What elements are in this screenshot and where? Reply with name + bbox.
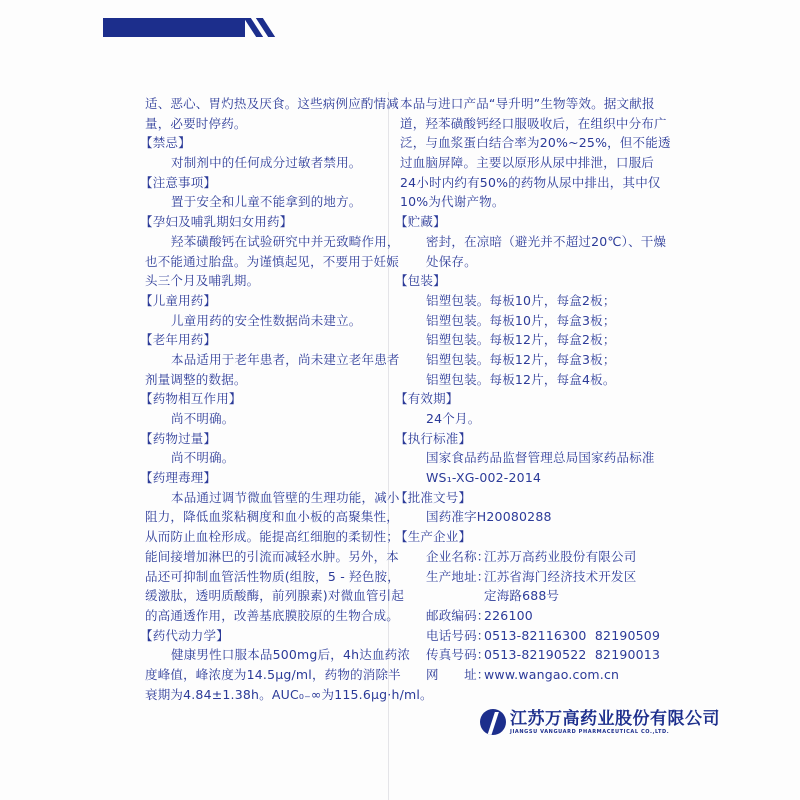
text-line: 24小时内约有50%的药物从尿中排出，其中仅 (400, 174, 661, 190)
section-heading: 【孕妇及哺乳期妇女用药】 (140, 214, 293, 230)
right-column (395, 94, 671, 685)
manufacturer-label: 传真号码： (426, 647, 490, 663)
text-line: 儿童用药的安全性数据尚未建立。 (171, 312, 362, 328)
text-line: 本品与进口产品“导升明”生物等效。据文献报 (400, 96, 655, 111)
text-line: 泛，与血浆蛋白结合率为20%~25%，但不能透 (400, 135, 671, 151)
text-line: 10%为代谢产物。 (400, 194, 505, 210)
text-line: 剂量调整的数据。 (145, 371, 247, 387)
logo-name-cn: 江苏万高药业股份有限公司 (510, 708, 720, 729)
text-line: 量，必要时停药。 (145, 115, 247, 131)
manufacturer-info (400, 547, 660, 685)
text-line: 羟苯磺酸钙在试验研究中并无致畸作用， (171, 233, 400, 249)
text-line: 尚不明确。 (171, 411, 235, 426)
manufacturer-row (400, 586, 660, 606)
text-line: 国家食品药品监督管理总局国家药品标准 (426, 450, 655, 466)
text-line: 铝塑包装。每板10片，每盒2板； (426, 292, 616, 308)
text-line: 处保存。 (426, 253, 477, 269)
section-heading: 【执行标准】 (395, 430, 472, 446)
manufacturer-value: 0513-82116300 82190509 (484, 627, 661, 643)
manufacturer-row (400, 547, 660, 567)
manufacturer-row (400, 567, 660, 587)
header-banner-bar (103, 18, 245, 37)
text-line: 也不能通过胎盘。为谨慎起见，不要用于妊娠 (145, 253, 400, 269)
section-heading: 【贮藏】 (395, 214, 446, 230)
text-line: 密封，在凉暗（避光并不超过20℃）、干燥 (426, 233, 667, 249)
text-line: 头三个月及哺乳期。 (145, 273, 260, 289)
text-line: 能间接增加淋巴的引流而减轻水肿。另外，本 (145, 548, 400, 564)
section-heading: 【药代动力学】 (140, 627, 229, 643)
section-heading: 【包装】 (395, 273, 446, 289)
text-line: 缓激肽，透明质酸酶，前列腺素)对微血管引起 (145, 588, 405, 604)
manufacturer-value: 定海路688号 (484, 588, 560, 604)
manufacturer-row (400, 665, 660, 685)
section-heading: 【有效期】 (395, 391, 459, 407)
section-heading: 【药理毒理】 (140, 470, 217, 486)
section-heading: 【药物相互作用】 (140, 391, 242, 407)
manufacturer-row (400, 645, 660, 665)
section-heading: 【儿童用药】 (140, 292, 217, 308)
section-heading: 【注意事项】 (140, 174, 217, 190)
text-line: 过血脑屏障。主要以原形从尿中排泄，口服后 (400, 155, 655, 171)
text-line: 铝塑包装。每板12片，每盒2板； (426, 332, 616, 348)
text-line: WS₁-XG-002-2014 (426, 470, 542, 486)
text-line: 铝塑包装。每板12片，每盒3板； (426, 351, 616, 367)
manufacturer-value: 江苏省海门经济技术开发区 (484, 568, 637, 584)
manufacturer-label: 企业名称： (426, 548, 490, 564)
manufacturer-value: 226100 (484, 607, 533, 623)
text-line: 度峰值，峰浓度为14.5μg/ml，药物的消除半 (145, 666, 401, 682)
manufacturer-label: 电话号码： (426, 627, 490, 643)
section-heading: 【药物过量】 (140, 430, 217, 446)
text-line: 对制剂中的任何成分过敏者禁用。 (171, 155, 362, 171)
text-line: 从而防止血栓形成。能提高红细胞的柔韧性； (145, 529, 400, 545)
text-line: 本品通过调节微血管壁的生理功能，减小 (171, 489, 400, 505)
section-heading: 【老年用药】 (140, 332, 217, 348)
section-heading: 【生产企业】 (395, 529, 472, 545)
text-line: 的高通透作用，改善基底膜胶原的生物合成。 (145, 607, 400, 623)
manufacturer-label: 生产地址： (426, 568, 490, 584)
text-line: 铝塑包装。每板12片，每盒4板。 (426, 371, 616, 387)
manufacturer-label: 邮政编码： (426, 607, 490, 623)
text-line: 阻力，降低血浆粘稠度和血小板的高聚集性， (145, 509, 400, 525)
manufacturer-value: 江苏万高药业股份有限公司 (484, 548, 637, 564)
text-line: 适、恶心、胃灼热及厌食。这些病例应酌情减 (145, 96, 400, 111)
text-line: 置于安全和儿童不能拿到的地方。 (171, 194, 362, 210)
manufacturer-value: 0513-82190522 82190013 (484, 647, 661, 663)
text-line: 衰期为4.84±1.38h。AUC₀₋∞为115.6μg·h/ml。 (145, 686, 433, 702)
text-line: 铝塑包装。每板10片，每盒3板； (426, 312, 616, 328)
manufacturer-label (426, 586, 484, 606)
manufacturer-label: 网 址： (426, 666, 490, 682)
section-heading: 【批准文号】 (395, 489, 472, 505)
manufacturer-value: www.wangao.com.cn (484, 666, 620, 682)
company-logo-mark-icon (480, 709, 506, 735)
text-line: 本品适用于老年患者，尚未建立老年患者 (171, 351, 400, 367)
company-logo (480, 709, 720, 735)
section-heading: 【禁忌】 (140, 135, 191, 151)
text-line: 品还可抑制血管活性物质(组胺，5 - 羟色胺， (145, 568, 400, 584)
text-line: 尚不明确。 (171, 450, 235, 466)
logo-name-en: JIANGSU VANGUARD PHARMACEUTICAL CO.,LTD. (510, 728, 670, 735)
text-line: 道，羟苯磺酸钙经口服吸收后，在组织中分布广 (400, 115, 667, 131)
text-line: 健康男性口服本品500mg后，4h达血药浓 (171, 647, 411, 663)
text-line: 国药准字H20080288 (426, 509, 552, 525)
manufacturer-row (400, 606, 660, 626)
text-line: 24个月。 (426, 411, 481, 426)
manufacturer-row (400, 626, 660, 646)
